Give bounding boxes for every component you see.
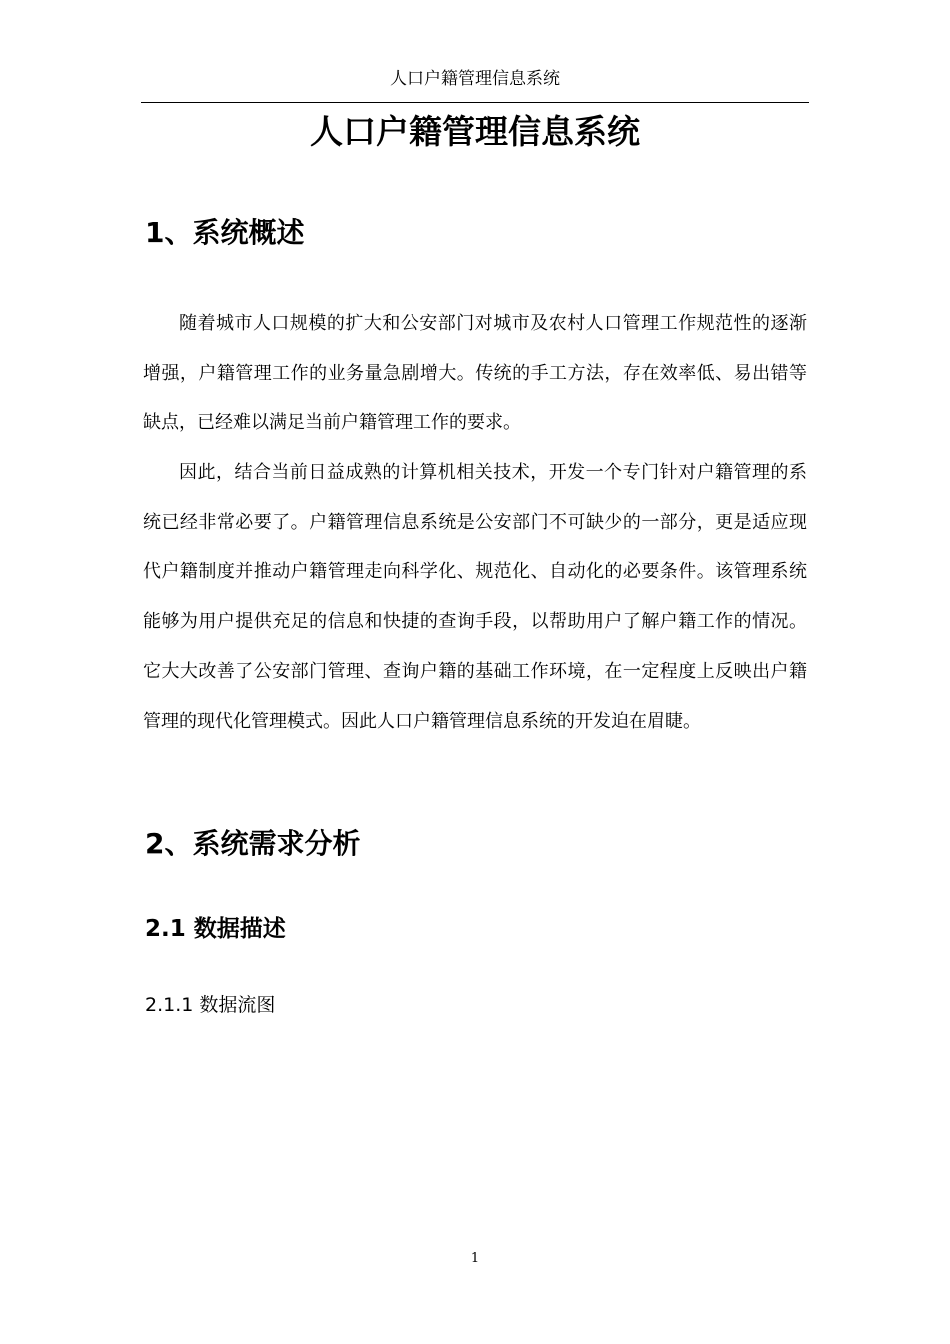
paragraph-overview-2: 因此，结合当前日益成熟的计算机相关技术，开发一个专门针对户籍管理的系统已经非常必要了。户籍管理信息系统是公安部门不可缺少的一部分，更是适应现代户籍制度并推动户籍管理走向科学化、规范化、自动化的必要条件。该管理系统能够为用户提供充足的信息和快捷的查询手段，以帮助用户了解户籍工作的情况。它大大改善了公安部门管理、查询户籍的基础工作环境，在一定程度上反映出户籍管理的现代化管理模式。因此人口户籍管理信息系统的开发迫在眉睫。 xyxy=(143,462,807,732)
section-heading-requirements: 2、系统需求分析 xyxy=(145,827,361,860)
page-number: 1 xyxy=(470,1251,480,1266)
paragraph-overview-1: 随着城市人口规模的扩大和公安部门对城市及农村人口管理工作规范性的逐渐增强，户籍管理工作的业务量急剧增大。传统的手工方法，存在效率低、易出错等缺点，已经难以满足当前户籍管理工作的要求。 xyxy=(143,313,807,434)
document-title: 人口户籍管理信息系统 xyxy=(310,112,640,151)
section-heading-overview: 1、系统概述 xyxy=(145,216,305,249)
running-header-title: 人口户籍管理信息系统 xyxy=(390,69,560,89)
subsection-heading-data-description: 2.1 数据描述 xyxy=(145,916,286,942)
running-header xyxy=(141,62,809,103)
subsubsection-heading-data-flow: 2.1.1 数据流图 xyxy=(145,994,276,1016)
